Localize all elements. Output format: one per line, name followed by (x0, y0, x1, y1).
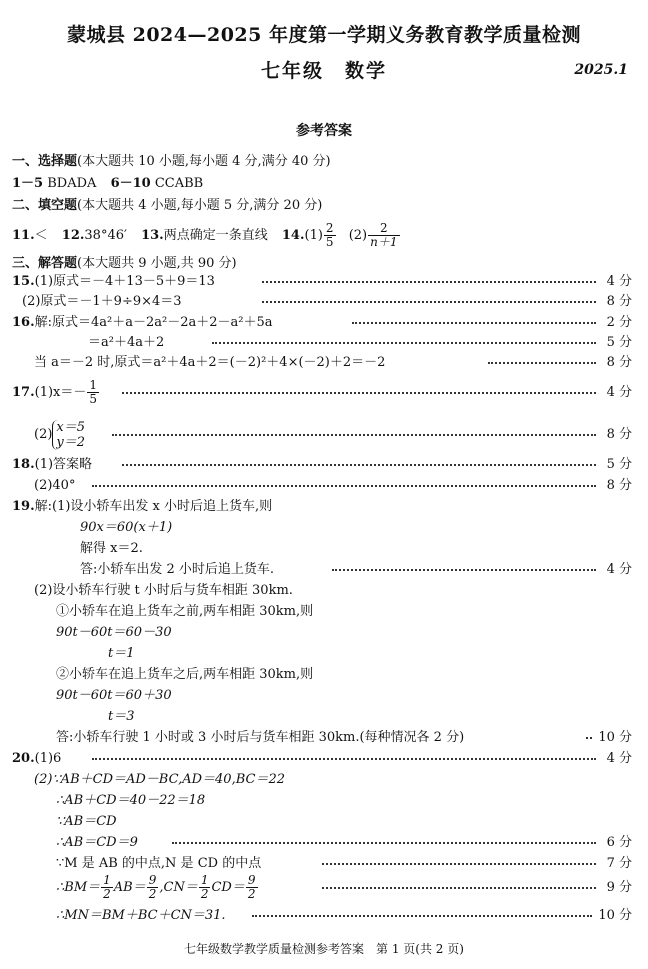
answer-text: 答:小轿车出发 2 小时后追上货车. (80, 562, 275, 577)
score-label: 4 分 (606, 385, 632, 400)
answer-line (12, 602, 636, 622)
page-footer: 七年级数学教学质量检测参考答案 第 1 页(共 2 页) (184, 942, 464, 956)
fraction (147, 874, 159, 901)
fraction (101, 874, 113, 901)
part1-heading-row (12, 150, 331, 169)
part1-heading: 一、选择题 (12, 154, 78, 169)
fraction-numerator: 1 (103, 873, 111, 887)
score-label: 5 分 (606, 335, 632, 350)
part2-heading-row (12, 194, 322, 213)
fraction-denominator: 2 (247, 887, 256, 901)
answer-line (12, 623, 636, 643)
answer-text: ②小轿车在追上货车之后,两车相距 30km,则 (56, 667, 314, 682)
q12-number: 12. (61, 228, 85, 243)
dot-leader (262, 281, 596, 283)
part1-answer-a: BDADA (47, 176, 97, 191)
score-label: 6 分 (606, 835, 632, 850)
q14-part1-fraction (324, 222, 336, 249)
answer-line (12, 497, 636, 517)
answer-line (12, 833, 636, 853)
dot-leader (488, 362, 596, 364)
answer-text: ∴BM＝ (56, 880, 101, 895)
answer-line (12, 518, 636, 538)
dot-leader (352, 322, 596, 324)
answer-text: 解:(1)设小轿车出发 x 小时后追上货车,则 (34, 499, 273, 514)
answer-text: (2)设小轿车行驶 t 小时后与货车相距 30km. (34, 583, 293, 598)
dot-leader (322, 887, 596, 889)
q14-part1-label: (1) (304, 228, 323, 243)
score-label: 8 分 (606, 427, 632, 442)
q17-number: 17. (12, 385, 35, 400)
dot-leader (586, 737, 592, 739)
answer-line (12, 455, 636, 475)
q14-part2-label: (2) (348, 228, 368, 243)
equation-system (52, 420, 85, 450)
fraction-denominator: 5 (325, 235, 334, 249)
q19-number: 19. (12, 499, 35, 514)
score-label: 10 分 (598, 908, 632, 923)
dot-leader (92, 758, 596, 760)
dot-leader (112, 434, 596, 436)
part2-note: (本大题共 4 小题,每小题 5 分,满分 20 分) (77, 198, 323, 213)
dot-leader (122, 464, 596, 466)
q14-number: 14. (281, 228, 305, 243)
answer-text: AB＝ (113, 880, 146, 895)
answer-line (12, 333, 636, 353)
score-label: 4 分 (606, 751, 632, 766)
q13-number: 13. (141, 228, 164, 243)
answer-line (12, 872, 636, 904)
fraction-numerator: 1 (200, 873, 209, 887)
score-label: 8 分 (606, 355, 632, 370)
equation-line: y＝2 (56, 434, 86, 450)
fraction-numerator: 2 (368, 222, 399, 236)
answer-text: ＝a²＋4a＋2 (88, 335, 165, 350)
answer-text: 90t－60t＝60＋30 (56, 688, 172, 703)
answer-text: ①小轿车在追上货车之前,两车相距 30km,则 (56, 604, 314, 619)
answer-text: 90x＝60(x＋1) (80, 520, 173, 535)
answer-line (12, 707, 636, 727)
answer-text: 解得 x＝2. (80, 541, 143, 556)
fraction (199, 874, 211, 901)
fraction-numerator: 9 (148, 873, 157, 887)
answer-line (12, 353, 636, 373)
answer-line (12, 292, 636, 312)
equation-line: x＝5 (56, 419, 86, 435)
answer-text: (2)∵AB＋CD＝AD－BC,AD＝40,BC＝22 (34, 772, 285, 787)
part3-note: (本大题共 9 小题,共 90 分) (77, 256, 237, 271)
score-label: 10 分 (598, 730, 632, 745)
dot-leader (122, 392, 596, 394)
answer-text: t＝3 (108, 709, 135, 724)
answer-line (12, 272, 636, 292)
q11-answer: ＜ (34, 228, 48, 243)
fraction-numerator: 2 (325, 221, 334, 235)
score-label: 4 分 (606, 562, 632, 577)
part1-answer-b: CCABB (154, 176, 204, 191)
fraction-denominator: 2 (148, 887, 157, 901)
dot-leader (212, 342, 596, 344)
answer-line (12, 686, 636, 706)
answer-text: ∴AB＋CD＝40－22＝18 (56, 793, 206, 808)
part3-heading: 三、解答题 (12, 256, 78, 271)
exam-date: 2025.1 (574, 62, 628, 78)
answer-line (12, 560, 636, 580)
dot-leader (262, 301, 596, 303)
score-label: 9 分 (606, 880, 632, 895)
fraction-denominator: 2 (200, 887, 209, 901)
score-label: 5 分 (606, 457, 632, 472)
answer-line (12, 728, 636, 748)
answer-line (12, 906, 636, 926)
q18-number: 18. (12, 457, 35, 472)
q12-answer: 38°46′ (84, 228, 127, 243)
dot-leader (322, 863, 596, 865)
answer-text: (2) (34, 427, 53, 442)
score-label: 4 分 (606, 274, 632, 289)
q15-number: 15. (12, 274, 35, 289)
answer-text: ∵AB＝CD (56, 814, 117, 829)
dot-leader (172, 842, 596, 844)
answer-text: CD＝ (211, 880, 245, 895)
q14-part2-fraction (368, 222, 399, 249)
q20-number: 20. (12, 751, 35, 766)
answer-line (12, 378, 636, 408)
part1-label-a: 1－5 (12, 176, 44, 191)
part1-label-b: 6－10 (110, 176, 151, 191)
score-label: 8 分 (606, 478, 632, 493)
answer-text: (1)答案略 (34, 457, 93, 472)
answer-text: ∴AB＝CD＝9 (56, 835, 138, 850)
q11-number: 11. (12, 228, 35, 243)
answer-text: (2)原式＝－1＋9÷9×4＝3 (22, 294, 182, 309)
score-label: 2 分 (606, 315, 632, 330)
answer-text: 答:小轿车行驶 1 小时或 3 小时后与货车相距 30km.(每种情况各 2 分) (56, 730, 465, 745)
q16-number: 16. (12, 315, 35, 330)
answer-line (12, 539, 636, 559)
answer-line (12, 418, 636, 452)
answer-text: ,CN＝ (159, 880, 198, 895)
answer-text: 当 a＝－2 时,原式＝a²＋4a＋2＝(－2)²＋4×(－2)＋2＝－2 (34, 355, 386, 370)
fraction-denominator: 2 (103, 887, 111, 901)
answer-text: (1)6 (34, 751, 62, 766)
answer-text: (2)40° (34, 478, 76, 493)
answer-text: 90t－60t＝60－30 (56, 625, 172, 640)
part1-note: (本大题共 10 小题,每小题 4 分,满分 40 分) (77, 154, 331, 169)
exam-title: 蒙城县 2024—2025 年度第一学期义务教育教学质量检测 (67, 24, 581, 46)
answer-text: (1)x＝－ (34, 385, 87, 400)
section-title: 参考答案 (296, 123, 352, 139)
answer-text: (1)原式＝－4＋13－5＋9＝13 (34, 274, 215, 289)
q17-fraction (87, 379, 99, 406)
fraction-numerator: 9 (247, 873, 256, 887)
answer-text: ∵M 是 AB 的中点,N 是 CD 的中点 (56, 856, 262, 871)
answer-text: t＝1 (108, 646, 135, 661)
dot-leader (252, 915, 592, 917)
answer-line (12, 665, 636, 685)
answer-text: ∴MN＝BM＋BC＋CN＝31. (56, 908, 226, 923)
dot-leader (92, 485, 596, 487)
answer-line (12, 854, 636, 874)
answer-line (12, 313, 636, 333)
answer-line (12, 749, 636, 769)
part2-answers (12, 221, 401, 251)
part1-answers (12, 172, 203, 191)
score-label: 8 分 (606, 294, 632, 309)
answer-text: 解:原式＝4a²＋a－2a²－2a＋2－a²＋5a (34, 315, 273, 330)
answer-line (12, 644, 636, 664)
fraction (246, 874, 258, 901)
answer-line (12, 476, 636, 496)
answer-line (12, 812, 636, 832)
fraction-denominator: 5 (89, 392, 98, 406)
fraction-denominator: n＋1 (370, 235, 398, 249)
part2-heading: 二、填空题 (12, 198, 78, 213)
fraction-numerator: 1 (89, 378, 98, 392)
q13-answer: 两点确定一条直线 (163, 228, 268, 243)
exam-subtitle: 七年级 数学 (260, 60, 387, 82)
part3-heading-row (12, 252, 237, 271)
dot-leader (332, 569, 596, 571)
answer-line (12, 770, 636, 790)
answer-line (12, 581, 636, 601)
score-label: 7 分 (606, 856, 632, 871)
answer-line (12, 791, 636, 811)
